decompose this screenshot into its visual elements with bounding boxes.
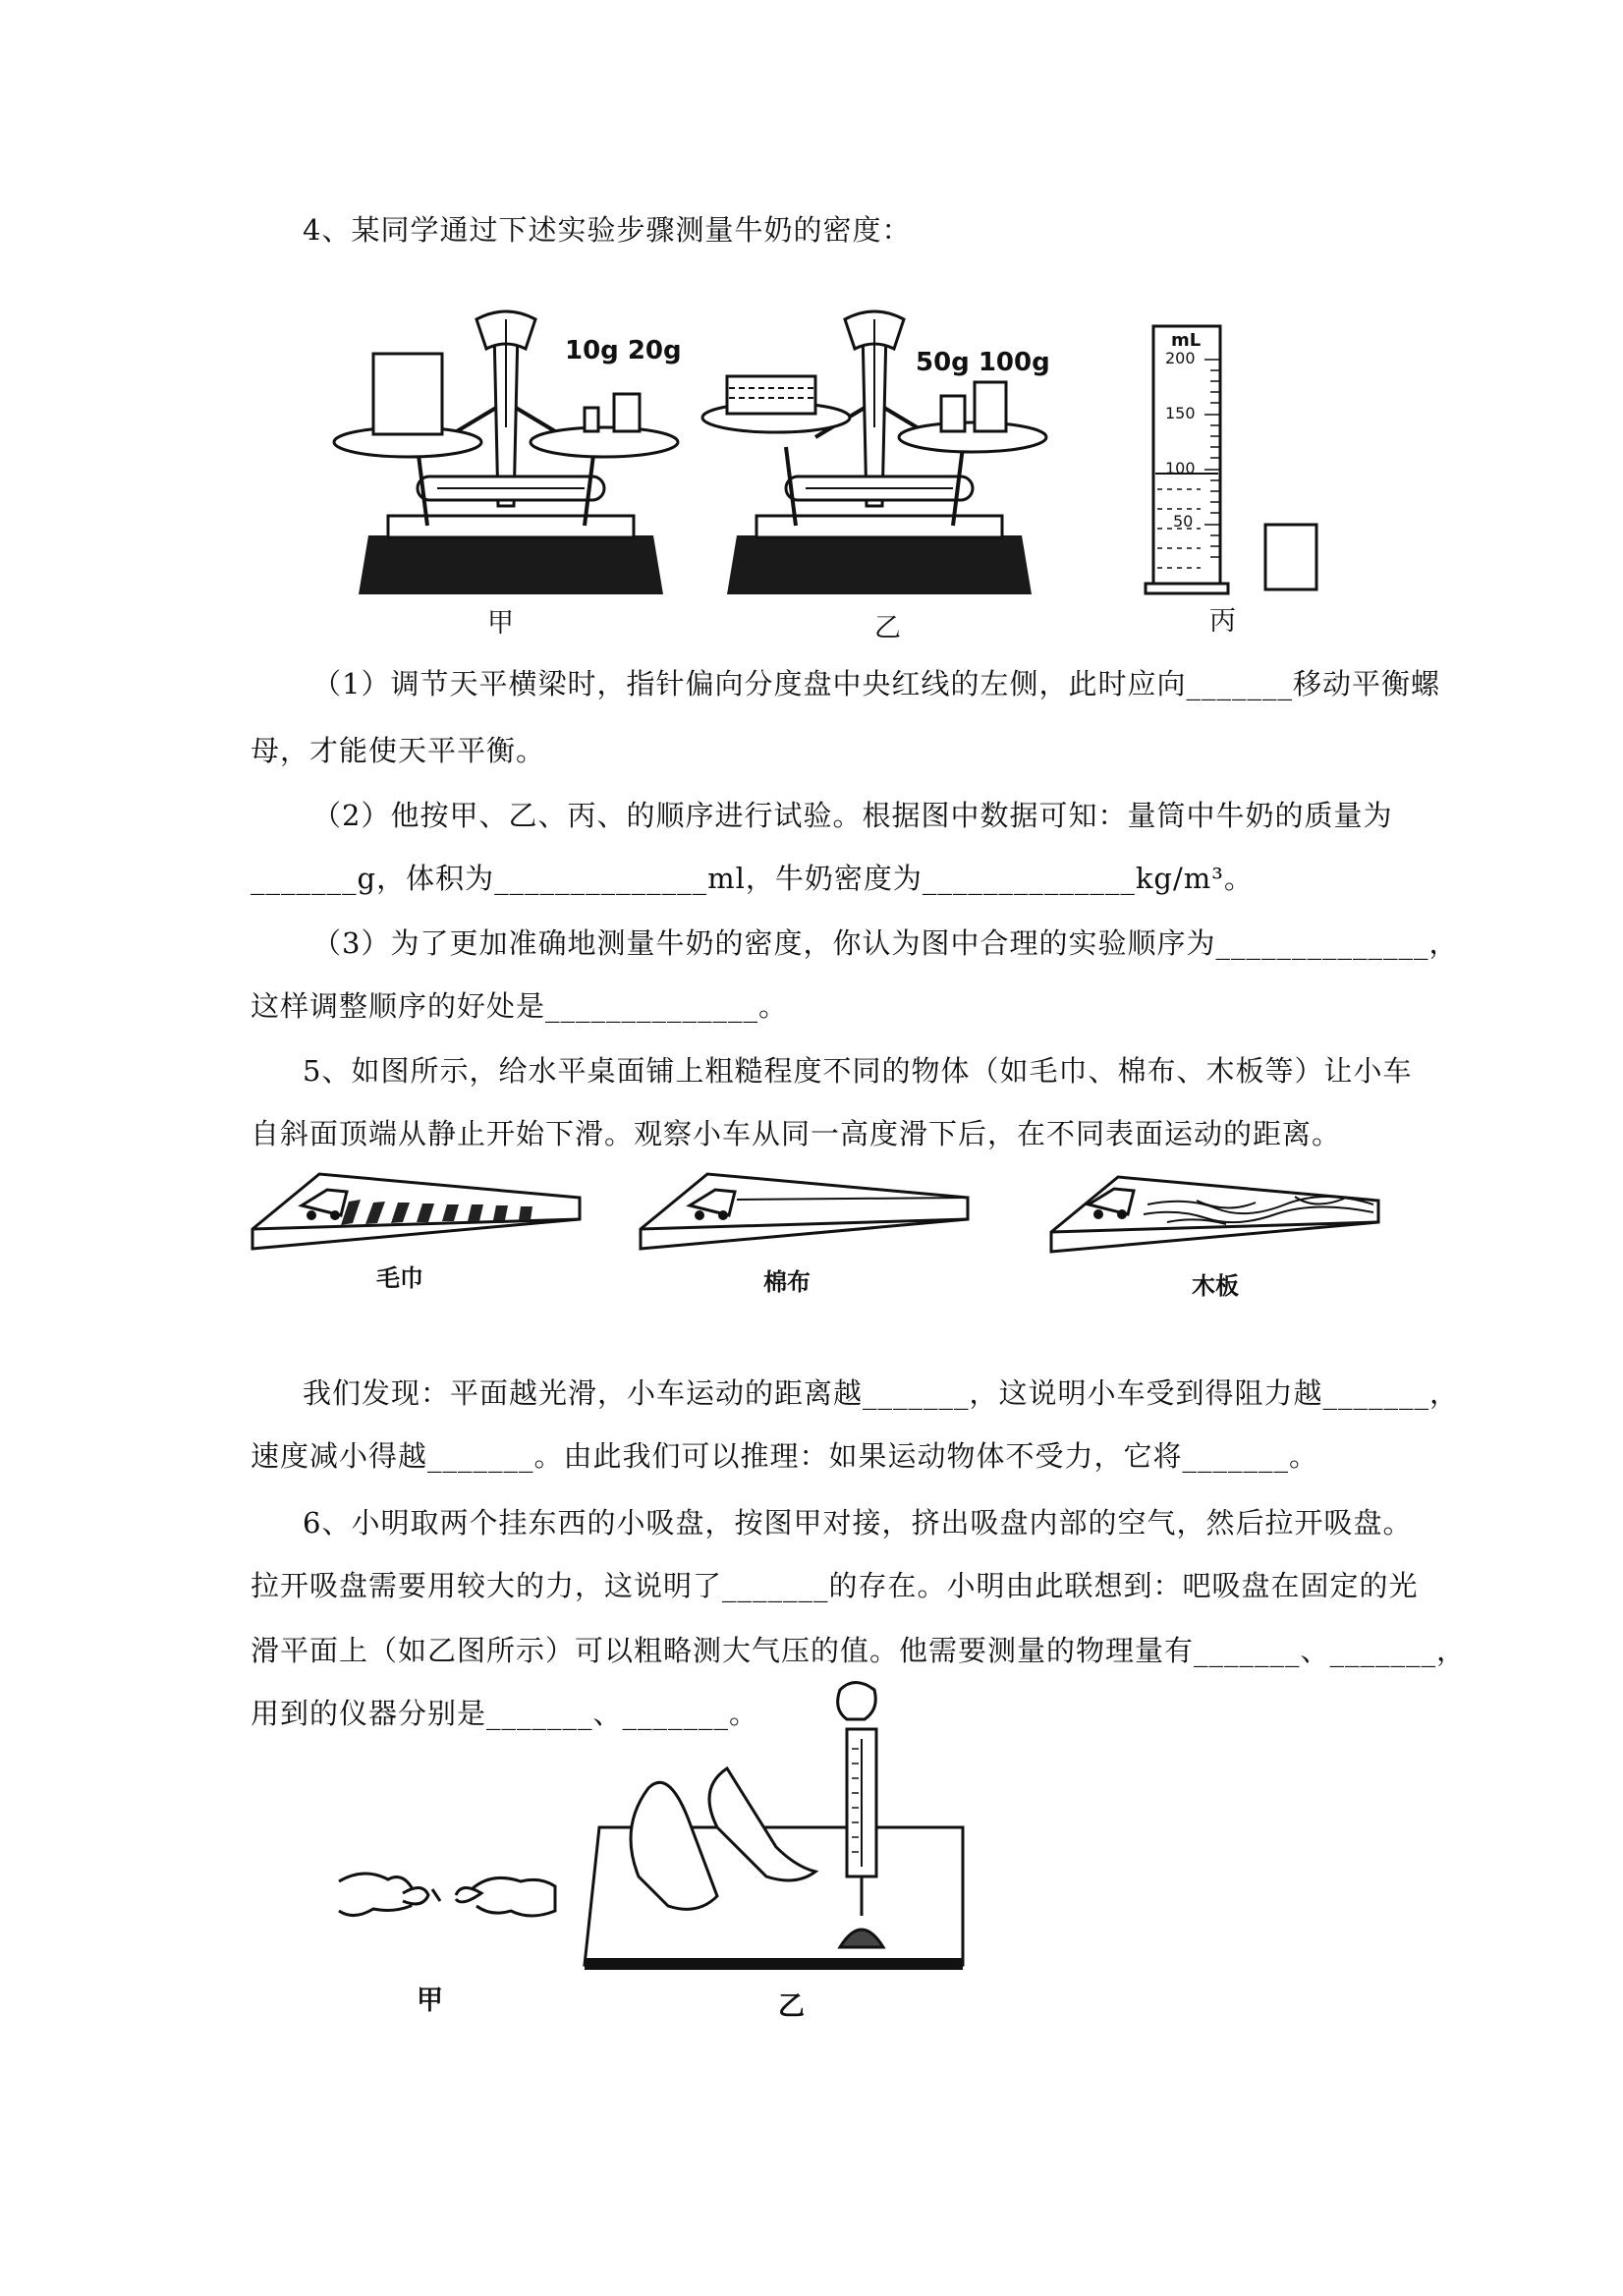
q4-intro: 4、某同学通过下述实验步骤测量牛奶的密度： — [303, 213, 912, 247]
q5-line2: 自斜面顶端从静止开始下滑。观察小车从同一高度滑下后，在不同表面运动的距离。 — [251, 1117, 1342, 1150]
caption-cotton: 棉布 — [763, 1268, 811, 1296]
q4-part3-line2: 这样调整顺序的好处是______________。 — [251, 989, 789, 1023]
q6-line3: 滑平面上（如乙图所示）可以粗略测大气压的值。他需要测量的物理量有_______、_______， — [251, 1634, 1467, 1667]
q5-line1: 5、如图所示，给水平桌面铺上粗糙程度不同的物体（如毛巾、棉布、木板等）让小车 — [303, 1054, 1413, 1088]
q6-line2: 拉开吸盘需要用较大的力，这说明了_______的存在。小明由此联想到：吧吸盘在固定的光 — [251, 1569, 1419, 1602]
cylinder-figure-bing — [1140, 316, 1336, 601]
q6-line4: 用到的仪器分别是_______、_______。 — [251, 1697, 759, 1730]
q6-line1: 6、小明取两个挂东西的小吸盘，按图甲对接，挤出吸盘内部的空气，然后拉开吸盘。 — [303, 1506, 1413, 1540]
q4-part2-line2: _______g，体积为______________ml，牛奶密度为______________kg/m³。 — [251, 862, 1254, 895]
ramp-figure-cotton — [639, 1172, 973, 1260]
caption-wood: 木板 — [1192, 1272, 1239, 1300]
cylinder-unit: mL — [1171, 330, 1202, 351]
q5-finding-line1: 我们发现：平面越光滑，小车运动的距离越_______，这说明小车受到得阻力越_______， — [303, 1376, 1460, 1410]
caption-jia: 甲 — [487, 608, 514, 639]
q5-finding-line2: 速度减小得越_______。由此我们可以推理：如果运动物体不受力，它将_______。 — [251, 1439, 1319, 1473]
cylinder-tick-200: 200 — [1165, 349, 1196, 367]
ramp-figure-towel — [251, 1172, 585, 1260]
caption-q6-yi: 乙 — [778, 1991, 805, 2022]
yi-weights-label: 50g 100g — [916, 348, 1050, 377]
q4-part2-line1: （2）他按甲、乙、丙、的顺序进行试验。根据图中数据可知：量筒中牛奶的质量为 — [312, 799, 1393, 832]
ramp-figure-wood — [1049, 1175, 1383, 1263]
caption-bing: 丙 — [1209, 606, 1236, 637]
suction-cup-figure-jia — [334, 1852, 560, 1940]
balance-figure-jia — [329, 309, 683, 604]
caption-yi: 乙 — [874, 613, 901, 644]
cylinder-tick-100: 100 — [1165, 459, 1196, 477]
jia-weights-label: 10g 20g — [565, 336, 682, 365]
q4-part3-line1: （3）为了更加准确地测量牛奶的密度，你认为图中合理的实验顺序为______________， — [312, 926, 1459, 960]
balance-figure-yi — [698, 309, 1061, 604]
cylinder-tick-50: 50 — [1173, 512, 1194, 531]
caption-towel: 毛巾 — [376, 1264, 423, 1292]
q4-part1-line2: 母，才能使天平平衡。 — [251, 734, 546, 767]
q4-part1-line1: （1）调节天平横梁时，指针偏向分度盘中央红线的左侧，此时应向_______移动平衡螺 — [312, 667, 1440, 700]
spring-scale-figure-yi — [580, 1680, 973, 1975]
cylinder-tick-150: 150 — [1165, 404, 1196, 422]
caption-q6-jia: 甲 — [417, 1986, 443, 2016]
